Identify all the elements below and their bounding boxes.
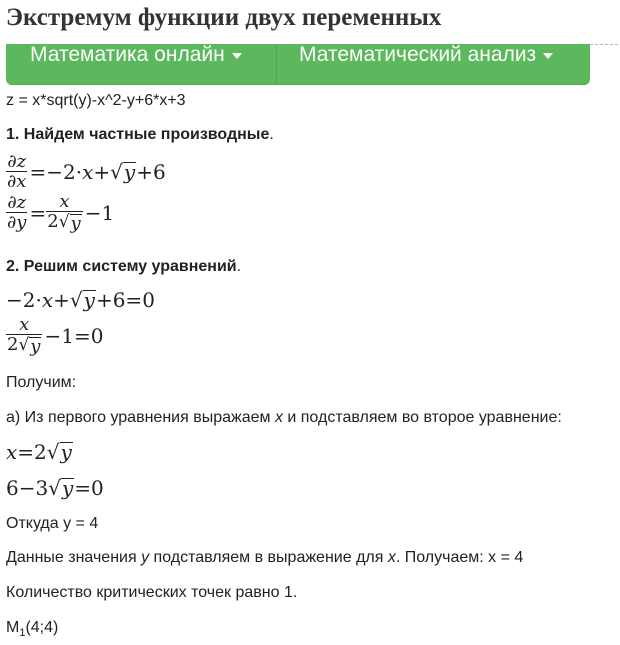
sqrt-argument: y xyxy=(83,288,95,312)
sqrt-argument: y xyxy=(123,160,136,184)
expr-part: = xyxy=(29,201,47,225)
function-expression: z = x*sqrt(y)-x^2-y+6*x+3 xyxy=(6,92,186,109)
coefficient: 2 xyxy=(7,334,19,355)
point-name: M xyxy=(6,619,20,636)
text-part: подставляем в выражение для xyxy=(149,549,388,566)
coefficient: 2 xyxy=(47,211,59,232)
expr-part: −1=0 xyxy=(44,324,104,348)
caret-down-icon xyxy=(543,53,553,59)
sqrt-argument: y xyxy=(60,440,72,464)
expr-part: −2· xyxy=(6,288,42,312)
step-1-heading xyxy=(6,126,274,144)
expr-part: +6=0 xyxy=(95,288,155,312)
sqrt-argument: y xyxy=(70,213,81,234)
expr-variable: x xyxy=(6,440,18,464)
fraction xyxy=(46,193,82,233)
radical-sign-icon: √ xyxy=(18,335,30,355)
text-variable: y xyxy=(141,549,150,566)
expr-part: + xyxy=(53,288,70,312)
radical-sign-icon: √ xyxy=(58,212,70,232)
partial-derivative-y xyxy=(6,193,114,233)
fraction-denominator xyxy=(46,211,82,233)
radical-sign-icon: √ xyxy=(69,288,83,312)
step-label: 2. Решим систему уравнений xyxy=(6,258,237,275)
fraction-numerator: x xyxy=(19,314,30,335)
text-part: Данные значения xyxy=(6,549,142,566)
expr-part: + xyxy=(93,160,111,184)
sqrt-expression xyxy=(110,162,136,182)
step-2-heading xyxy=(6,258,241,276)
expr-part: −1 xyxy=(84,201,115,225)
whence-text: Откуда y = 4 xyxy=(6,515,99,532)
case-a-text xyxy=(6,409,562,427)
caret-down-icon xyxy=(232,53,242,59)
text-part: а) Из первого уравнения выражаем xyxy=(6,409,275,426)
point-coordinates: (4;4) xyxy=(25,619,59,636)
equation-x xyxy=(6,440,73,464)
fraction-denominator: ∂x xyxy=(7,171,27,192)
fraction-denominator: ∂y xyxy=(7,212,27,233)
expr-part: =2 xyxy=(17,440,47,464)
system-equation-2 xyxy=(6,316,103,356)
expr-part: 6−3 xyxy=(6,476,49,500)
critical-point xyxy=(6,619,58,639)
step-period: . xyxy=(236,258,242,275)
sqrt-expression xyxy=(47,442,73,462)
substitution-text xyxy=(6,549,523,567)
sqrt-expression xyxy=(70,290,96,310)
step-label: 1. Найдем частные производные xyxy=(6,126,270,143)
sqrt-expression xyxy=(18,337,41,356)
expr-variable: x xyxy=(82,160,94,184)
nav-item-label: Математика онлайн xyxy=(30,44,225,66)
expr-variable: x xyxy=(41,288,54,312)
fraction-numerator: ∂z xyxy=(7,151,27,172)
nav-item-label: Математический анализ xyxy=(299,44,537,66)
derivative-fraction xyxy=(6,194,27,232)
sqrt-argument: y xyxy=(61,476,74,500)
equation-substituted xyxy=(6,476,104,500)
fraction-numerator: x xyxy=(59,191,70,212)
obtained-label: Получим: xyxy=(6,374,77,391)
text-variable: x xyxy=(387,549,396,566)
sqrt-expression xyxy=(48,478,74,498)
expr-part: =0 xyxy=(74,476,104,500)
fraction-denominator xyxy=(6,334,42,356)
expr-part: =−2· xyxy=(29,160,83,184)
critical-points-count: Количество критических точек равно 1. xyxy=(6,584,298,601)
fraction-numerator: ∂z xyxy=(7,192,27,213)
text-variable: x xyxy=(274,409,283,426)
radical-sign-icon: √ xyxy=(110,160,123,184)
text-part: . Получаем: x = 4 xyxy=(395,549,524,566)
text-part: и подставляем во второе уравнение: xyxy=(282,409,562,426)
step-period: . xyxy=(269,126,274,143)
expr-part: +6 xyxy=(136,160,166,184)
point-index: 1 xyxy=(19,627,26,639)
system-equation-1 xyxy=(6,288,155,312)
fraction xyxy=(6,316,42,356)
derivative-fraction xyxy=(6,153,27,191)
page-title: Экстремум функции двух переменных xyxy=(6,4,442,31)
sqrt-expression xyxy=(59,214,82,233)
partial-derivative-x xyxy=(6,153,166,191)
radical-sign-icon: √ xyxy=(46,440,60,464)
nav-bar xyxy=(6,44,590,85)
nav-item-math-analysis[interactable] xyxy=(277,44,553,84)
nav-item-math-online[interactable] xyxy=(6,44,277,84)
radical-sign-icon: √ xyxy=(48,476,61,500)
sqrt-argument: y xyxy=(30,336,41,357)
